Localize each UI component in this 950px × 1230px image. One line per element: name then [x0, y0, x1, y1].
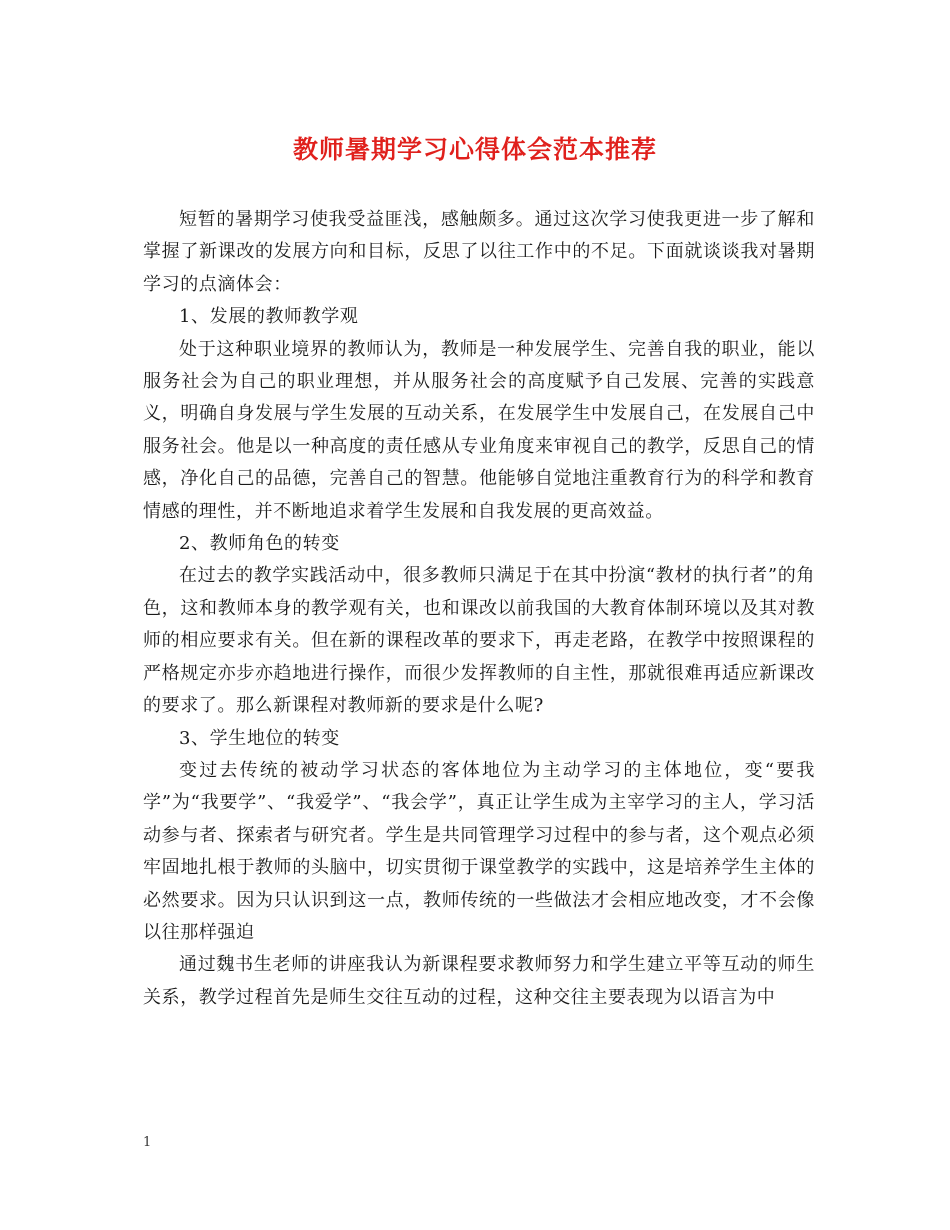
paragraph-section-3: 变过去传统的被动学习状态的客体地位为主动学习的主体地位，变“要我学”为“我要学”、“我爱学”、“我会学”，真正让学生成为主宰学习的主人，学习活动参与者、探索者与研究者。学生是共同管理学习过程中的参与者，这个观点必须牢固地扎根于教师的头脑中，切实贯彻于课堂教学的实践中，这是培养学生主体的必然要求。因为只认识到这一点，教师传统的一些做法才会相应地改变，才不会像以往那样强迫 — [143, 759, 815, 943]
paragraph-intro: 短暂的暑期学习使我受益匪浅，感触颇多。通过这次学习使我更进一步了解和掌握了新课改的发展方向和目标，反思了以往工作中的不足。下面就谈谈我对暑期学习的点滴体会： — [143, 209, 815, 295]
paragraph-section-2: 在过去的教学实践活动中，很多教师只满足于在其中扮演“教材的执行者”的角色，这和教师本身的教学观有关，也和课改以前我国的大教育体制环境以及其对教师的相应要求有关。但在新的课程改革的要求下，再走老路，在教学中按照课程的严格规定亦步亦趋地进行操作，而很少发挥教师的自主性，那就很难再适应新课改的要求了。那么新课程对教师新的要求是什么呢? — [143, 565, 815, 717]
section-heading-3: 3、学生地位的转变 — [179, 727, 340, 749]
paragraph-section-1: 处于这种职业境界的教师认为，教师是一种发展学生、完善自我的职业，能以服务社会为自己的职业理想，并从服务社会的高度赋予自己发展、完善的实践意义，明确自身发展与学生发展的互动关系，在发展学生中发展自己，在发展自己中服务社会。他是以一种高度的责任感从专业角度来审视自己的教学，反思自己的情感，净化自己的品德，完善自己的智慧。他能够自觉地注重教育行为的科学和教育情感的理性，并不断地追求着学生发展和自我发展的更高效益。 — [143, 338, 815, 522]
paragraph-closing: 通过魏书生老师的讲座我认为新课程要求教师努力和学生建立平等互动的师生关系，教学过程首先是师生交往互动的过程，这种交往主要表现为以语言为中 — [143, 954, 815, 1008]
document-title: 教师暑期学习心得体会范本推荐 — [292, 135, 657, 164]
document-body — [143, 204, 815, 1014]
section-heading-1: 1、发展的教师教学观 — [179, 306, 359, 328]
page-number: 1 — [143, 1135, 152, 1150]
section-heading-2: 2、教师角色的转变 — [179, 533, 340, 555]
